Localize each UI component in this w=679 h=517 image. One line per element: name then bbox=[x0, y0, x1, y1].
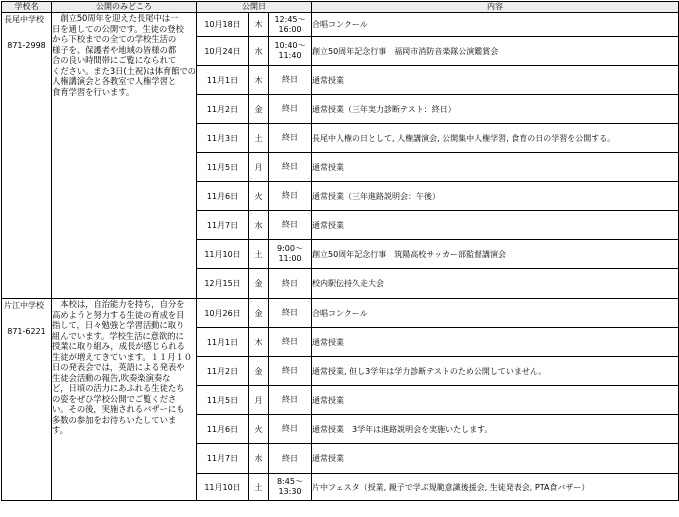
school-name: 片江中学校 bbox=[4, 301, 44, 310]
weekday-cell: 金 bbox=[249, 357, 269, 386]
event-cell: 創立50周年記念行事 筑陽高校サッカー部監督講演会 bbox=[312, 240, 679, 269]
date-cell: 11月1日 bbox=[197, 66, 249, 95]
schedule-row bbox=[2, 299, 679, 328]
school-tel: 871-6221 bbox=[7, 327, 46, 336]
header-content: 内容 bbox=[312, 2, 679, 13]
event-cell: 通常授業 bbox=[312, 66, 679, 95]
event-cell: 通常授業, 但し3学年は学力診断テストのため公開していません。 bbox=[312, 357, 679, 386]
weekday-cell: 火 bbox=[249, 182, 269, 211]
date-cell: 11月3日 bbox=[197, 124, 249, 153]
time-cell: 終日 bbox=[269, 211, 312, 240]
weekday-cell: 土 bbox=[249, 124, 269, 153]
header-school: 学校名 bbox=[2, 2, 52, 13]
schedule-table bbox=[1, 1, 679, 501]
time-cell: 終日 bbox=[269, 124, 312, 153]
event-cell: 通常授業 bbox=[312, 211, 679, 240]
date-cell: 11月7日 bbox=[197, 211, 249, 240]
event-cell: 片中フェスタ（授業, 親子で学ぶ規範意識後援会, 生徒発表会, PTA食バザー） bbox=[312, 474, 679, 501]
header-date: 公開日 bbox=[197, 2, 312, 13]
school-name: 長尾中学校 bbox=[4, 15, 44, 24]
date-cell: 11月1日 bbox=[197, 328, 249, 357]
event-cell: 創立50周年記念行事 福岡市消防音楽隊公演鑑賞会 bbox=[312, 37, 679, 66]
event-cell: 通常授業 bbox=[312, 444, 679, 474]
time-cell: 終日 bbox=[269, 182, 312, 211]
time-cell: 終日 bbox=[269, 357, 312, 386]
date-cell: 12月15日 bbox=[197, 269, 249, 299]
highlight-description: 本校は，自治能力を持ち，自分を 高めようと努力する生徒の育成を目 指して，日々勉強と学習活動に取り 組んでいます。学校生活に意欲的に 授業に取り組み，成長が感じられる 生徒が増えてきています。１１月１０ 日の発表会では，英語による発表や 生徒会活動の報告,吹奏楽演奏な ど，日頃の活力にあふれる生徒たち の姿をぜひ学校公開でご覧くださ い。その後，実施されるバザーにも 多数の参加をお待ちいたしていま す。 bbox=[52, 299, 197, 501]
time-cell: 終日 bbox=[269, 415, 312, 444]
time-cell: 終日 bbox=[269, 95, 312, 124]
weekday-cell: 水 bbox=[249, 211, 269, 240]
time-cell: 9:00～ 11:00 bbox=[269, 240, 312, 269]
time-cell: 終日 bbox=[269, 66, 312, 95]
event-cell: 通常授業 bbox=[312, 328, 679, 357]
time-cell: 終日 bbox=[269, 153, 312, 182]
weekday-cell: 金 bbox=[249, 269, 269, 299]
event-cell: 通常授業（三年進路説明会：午後） bbox=[312, 182, 679, 211]
weekday-cell: 水 bbox=[249, 37, 269, 66]
time-cell: 終日 bbox=[269, 328, 312, 357]
time-cell: 10:40～ 11:40 bbox=[269, 37, 312, 66]
date-cell: 11月6日 bbox=[197, 182, 249, 211]
time-cell: 12:45～ 16:00 bbox=[269, 13, 312, 37]
weekday-cell: 月 bbox=[249, 153, 269, 182]
weekday-cell: 土 bbox=[249, 240, 269, 269]
event-cell: 通常授業 bbox=[312, 153, 679, 182]
event-cell: 通常授業（三年実力診断テスト：終日） bbox=[312, 95, 679, 124]
date-cell: 11月10日 bbox=[197, 474, 249, 501]
time-cell: 終日 bbox=[269, 444, 312, 474]
weekday-cell: 金 bbox=[249, 299, 269, 328]
school-tel: 871-2998 bbox=[7, 41, 46, 50]
date-cell: 11月5日 bbox=[197, 386, 249, 415]
event-cell: 通常授業 bbox=[312, 386, 679, 415]
time-cell: 終日 bbox=[269, 386, 312, 415]
date-cell: 11月6日 bbox=[197, 415, 249, 444]
weekday-cell: 木 bbox=[249, 13, 269, 37]
date-cell: 11月5日 bbox=[197, 153, 249, 182]
weekday-cell: 金 bbox=[249, 95, 269, 124]
date-cell: 10月24日 bbox=[197, 37, 249, 66]
date-cell: 11月2日 bbox=[197, 95, 249, 124]
school-cell bbox=[2, 13, 52, 299]
time-cell: 8:45～ 13:30 bbox=[269, 474, 312, 501]
date-cell: 11月10日 bbox=[197, 240, 249, 269]
school-cell bbox=[2, 299, 52, 501]
header-highlight: 公開のみどころ bbox=[52, 2, 197, 13]
event-cell: 校内駅伝持久走大会 bbox=[312, 269, 679, 299]
weekday-cell: 土 bbox=[249, 474, 269, 501]
time-cell: 終日 bbox=[269, 269, 312, 299]
date-cell: 10月26日 bbox=[197, 299, 249, 328]
time-cell: 終日 bbox=[269, 299, 312, 328]
event-cell: 通常授業 3学年は進路説明会を実施いたします。 bbox=[312, 415, 679, 444]
date-cell: 10月18日 bbox=[197, 13, 249, 37]
event-cell: 長尾中人権の日として, 人権講演会, 公開集中人権学習, 食育の日の学習を公開する。 bbox=[312, 124, 679, 153]
highlight-description: 創立50周年を迎えた長尾中は一 日を通しての公開です。生徒の登校 から下校までの全ての学校生活の 様子を、保護者や地域の皆様の都 合の良い時間帯にご覧になられて ください。また3日(土祝)は体育館での 人権講演会と各教室で人権学習と 食育学習を行います。 bbox=[52, 13, 197, 299]
weekday-cell: 火 bbox=[249, 415, 269, 444]
weekday-cell: 木 bbox=[249, 328, 269, 357]
weekday-cell: 木 bbox=[249, 66, 269, 95]
header-row bbox=[2, 2, 679, 13]
event-cell: 合唱コンクール bbox=[312, 299, 679, 328]
event-cell: 合唱コンクール bbox=[312, 13, 679, 37]
weekday-cell: 水 bbox=[249, 444, 269, 474]
date-cell: 11月2日 bbox=[197, 357, 249, 386]
schedule-row bbox=[2, 13, 679, 37]
weekday-cell: 月 bbox=[249, 386, 269, 415]
date-cell: 11月7日 bbox=[197, 444, 249, 474]
